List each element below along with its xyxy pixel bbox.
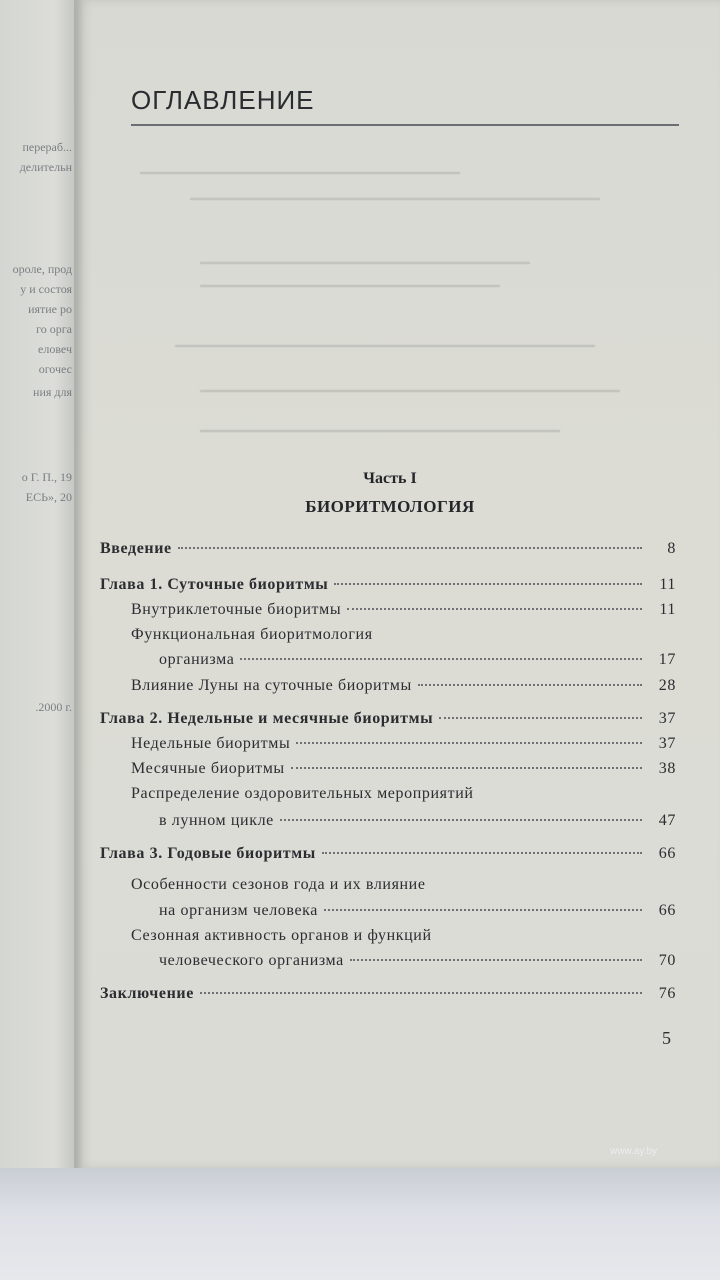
toc-entry-title: Глава 1. Суточные биоритмы [100, 576, 329, 593]
dot-leader [350, 959, 642, 961]
toc-entry-title: организма [159, 651, 235, 668]
dot-leader [200, 992, 642, 994]
dot-leader [296, 742, 642, 744]
left-page-text-line: у и состоя [20, 282, 72, 296]
dot-leader [324, 909, 642, 911]
left-page-text-line: иятие ро [28, 302, 72, 316]
dot-leader [418, 684, 642, 686]
toc-entry-title: Недельные биоритмы [131, 735, 291, 752]
toc-entry-page: 38 [658, 760, 676, 777]
toc-entry-page: 11 [659, 576, 676, 593]
left-page-text-line: о Г. П., 19 [21, 470, 72, 484]
toc-entry-title: Распределение оздоровительных мероприятий [131, 785, 474, 802]
toc-entry[interactable] [100, 540, 676, 558]
toc-entry-title: Особенности сезонов года и их влияние [131, 876, 426, 893]
page-title: ОГЛАВЛЕНИЕ [131, 85, 315, 115]
left-page-text-line: огочес [38, 362, 72, 376]
toc-entry-page: 70 [658, 952, 676, 969]
left-page-text-line: .2000 г. [35, 700, 72, 714]
dot-leader [178, 547, 642, 549]
dot-leader [291, 767, 642, 769]
dot-leader [322, 852, 642, 854]
toc-entry-title: Месячные биоритмы [131, 760, 285, 777]
toc-entry[interactable] [100, 985, 676, 1003]
toc-entry-title: Внутриклеточные биоритмы [131, 601, 342, 618]
left-page-text-line: ороле, прод [12, 262, 72, 276]
watermark: www.ay.by [610, 1146, 658, 1157]
part-label: Часть I [363, 470, 417, 487]
left-page-text-line: го орга [36, 322, 72, 336]
left-page-text-line: ния для [33, 385, 72, 399]
toc-entry-title: Глава 3. Годовые биоритмы [100, 845, 316, 862]
toc-entry-page: 37 [658, 710, 676, 727]
dot-leader [347, 608, 642, 610]
toc-entry[interactable] [100, 845, 676, 863]
toc-entry[interactable] [100, 576, 676, 594]
dot-leader [439, 717, 642, 719]
toc-entry[interactable] [131, 927, 676, 945]
toc-entry-page: 76 [658, 985, 676, 1002]
toc-entry[interactable] [131, 876, 676, 894]
left-page-edge [0, 0, 78, 1180]
spine-shadow [74, 0, 84, 1180]
toc-entry-title: Сезонная активность органов и функций [131, 927, 432, 944]
table-surface [0, 1168, 720, 1280]
toc-entry-page: 28 [658, 677, 676, 694]
toc-entry-title: на организм человека [159, 902, 318, 919]
toc-entry-page: 17 [658, 651, 676, 668]
toc-entry-page: 11 [659, 601, 676, 618]
toc-entry-title: Глава 2. Недельные и месячные биоритмы [100, 710, 434, 727]
toc-entry[interactable] [159, 651, 676, 669]
left-page-text-line: делительн [19, 160, 72, 174]
toc-entry-page: 8 [667, 540, 676, 557]
toc-entry[interactable] [159, 812, 676, 830]
toc-entry[interactable] [131, 677, 676, 695]
dot-leader [334, 583, 642, 585]
left-page-text-line: перераб... [22, 140, 72, 154]
left-page-text-line: ЕСЬ», 20 [25, 490, 72, 504]
toc-entry-page: 37 [658, 735, 676, 752]
page-number: 5 [662, 1028, 671, 1048]
toc-entry[interactable] [131, 626, 676, 644]
toc-entry[interactable] [131, 785, 676, 803]
toc-entry[interactable] [159, 952, 676, 970]
toc-entry[interactable] [131, 735, 676, 753]
table-of-contents [100, 0, 676, 1100]
toc-entry[interactable] [131, 760, 676, 778]
toc-entry-title: Заключение [100, 985, 194, 1002]
part-title: БИОРИТМОЛОГИЯ [305, 497, 475, 516]
toc-entry[interactable] [100, 710, 676, 728]
toc-entry-page: 66 [658, 845, 676, 862]
toc-entry[interactable] [159, 902, 676, 920]
toc-entry-title: Функциональная биоритмология [131, 626, 373, 643]
left-page-text-line: еловеч [38, 342, 72, 356]
toc-entry[interactable] [131, 601, 676, 619]
toc-entry-title: человеческого организма [159, 952, 344, 969]
toc-entry-title: Влияние Луны на суточные биоритмы [131, 677, 412, 694]
toc-entry-title: в лунном цикле [159, 812, 274, 829]
dot-leader [240, 658, 642, 660]
dot-leader [280, 819, 642, 821]
toc-entry-page: 66 [658, 902, 676, 919]
toc-entry-page: 47 [658, 812, 676, 829]
toc-entry-title: Введение [100, 540, 172, 557]
